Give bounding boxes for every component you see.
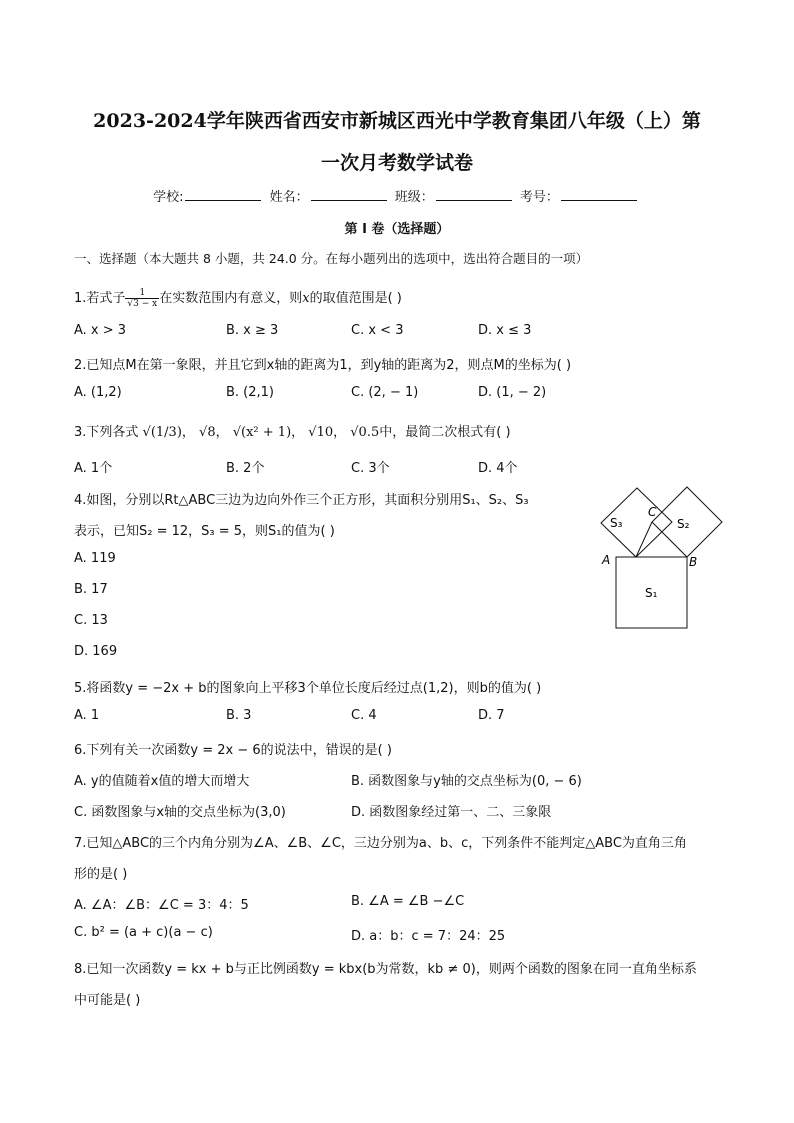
exam-title-line1: 2023-2024学年陕西省西安市新城区西光中学教育集团八年级（上）第 — [93, 110, 701, 132]
q4-option-b[interactable]: B. 17 — [74, 582, 108, 597]
question-5: 5.将函数y = −2x + b的图象向上平移3个单位长度后经过点(1,2)，则b的值为( ) — [74, 681, 542, 696]
q3-radical-1: √(1/3) — [142, 425, 182, 440]
q2-option-c[interactable]: C. (2, − 1) — [351, 385, 419, 400]
q3-option-c[interactable]: C. 3个 — [351, 461, 390, 476]
q7-option-b[interactable]: B. ∠A = ∠B −∠C — [351, 894, 465, 909]
question-6: 6.下列有关一次函数y = 2x − 6的说法中，错误的是( ) — [74, 743, 392, 758]
q3-radical-4: √10 — [308, 425, 334, 440]
q4-option-d[interactable]: D. 169 — [74, 644, 118, 659]
q3-text-pre: 3.下列各式 — [74, 425, 139, 440]
q6-option-d[interactable]: D. 函数图象经过第一、二、三象限 — [351, 805, 552, 820]
q1-option-a[interactable]: A. x > 3 — [74, 323, 127, 338]
q3-option-d[interactable]: D. 4个 — [478, 461, 518, 476]
q3-option-a[interactable]: A. 1个 — [74, 461, 113, 476]
question-4-line1: 4.如图，分别以Rt△ABC三边为边向外作三个正方形，其面积分别用S₁、S₂、S₃ — [74, 493, 529, 508]
class-label: 班级： — [394, 190, 434, 205]
label-s1: S₁ — [645, 586, 658, 600]
q5-option-c[interactable]: C. 4 — [351, 708, 377, 723]
exam-title-line2: 一次月考数学试卷 — [320, 152, 473, 174]
q7-option-a[interactable]: A. ∠A：∠B：∠C = 3：4：5 — [74, 898, 249, 913]
q3-radical-3: √(x² + 1) — [232, 425, 292, 440]
question-4-line2: 表示，已知S₂ = 12，S₃ = 5，则S₁的值为( ) — [74, 524, 335, 539]
class-field[interactable] — [436, 188, 512, 201]
question-7-line1: 7.已知△ABC的三个内角分别为∠A、∠B、∠C，三边分别为a、b、c，下列条件不能判定△ABC为直角三角 — [74, 836, 687, 851]
question-2: 2.已知点M在第一象限，并且它到x轴的距离为1，到y轴的距离为2，则点M的坐标为( ) — [74, 358, 572, 373]
school-label: 学校: — [153, 190, 184, 205]
question-7-line2: 形的是( ) — [74, 867, 128, 882]
q2-option-a[interactable]: A. (1,2) — [74, 385, 122, 400]
label-s2: S₂ — [677, 517, 690, 531]
label-c: C — [648, 505, 657, 519]
q1-text-post: 在实数范围内有意义，则 — [159, 291, 303, 306]
q6-option-b[interactable]: B. 函数图象与y轴的交点坐标为(0, − 6) — [351, 774, 582, 789]
q6-option-c[interactable]: C. 函数图象与x轴的交点坐标为(3,0) — [74, 805, 286, 820]
q2-option-b[interactable]: B. (2,1) — [226, 385, 275, 400]
q5-option-b[interactable]: B. 3 — [226, 708, 252, 723]
triangle-side-ac — [636, 522, 652, 557]
q6-option-a[interactable]: A. y的值随着x值的增大而增大 — [74, 774, 250, 789]
q1-fraction — [125, 288, 159, 309]
q2-option-d[interactable]: D. (1, − 2) — [478, 385, 547, 400]
q3-text-post: 中，最简二次根式有( ) — [379, 425, 511, 440]
q1-text-post2: 的取值范围是( ) — [309, 291, 402, 306]
label-b: B — [689, 555, 698, 569]
q7-option-c[interactable]: C. b² = (a + c)(a − c) — [74, 925, 213, 940]
squares-figure — [590, 482, 730, 634]
school-field[interactable] — [185, 188, 261, 201]
q1-option-b[interactable]: B. x ≥ 3 — [226, 323, 279, 338]
question-8-line2: 中可能是( ) — [74, 993, 141, 1008]
part-title: 第 I 卷（选择题） — [344, 222, 450, 237]
q4-option-a[interactable]: A. 119 — [74, 551, 116, 566]
q3-option-b[interactable]: B. 2个 — [226, 461, 265, 476]
label-a: A — [602, 553, 611, 567]
q3-radical-5: √0.5 — [350, 425, 380, 440]
q5-option-a[interactable]: A. 1 — [74, 708, 100, 723]
q5-option-d[interactable]: D. 7 — [478, 708, 505, 723]
section-title: 一、选择题（本大题共 8 小题，共 24.0 分。在每小题列出的选项中，选出符合题目的一项） — [74, 251, 589, 266]
label-s3: S₃ — [610, 516, 623, 530]
exam-no-label: 考号： — [519, 190, 559, 205]
q1-option-d[interactable]: D. x ≤ 3 — [478, 323, 532, 338]
question-3: 3.下列各式 √(1/3)， √8， √(x² + 1)， √10， √0.5中，最简二次根式有( ) — [74, 425, 511, 440]
q1-text-pre: 1.若式子 — [74, 291, 126, 306]
q7-option-d[interactable]: D. a：b：c = 7：24：25 — [351, 929, 506, 944]
q4-option-c[interactable]: C. 13 — [74, 613, 108, 628]
name-field[interactable] — [311, 188, 387, 201]
q1-frac-num: 1 — [139, 288, 146, 298]
name-label: 姓名： — [269, 190, 309, 205]
q1-option-c[interactable]: C. x < 3 — [351, 323, 404, 338]
q1-frac-den: √3 − x — [127, 299, 158, 309]
question-8-line1: 8.已知一次函数y = kx + b与正比例函数y = kbx(b为常数，kb ≠ 0)，则两个函数的图象在同一直角坐标系 — [74, 962, 697, 977]
q3-radical-2: √8 — [199, 425, 216, 440]
student-info-row — [0, 186, 794, 205]
question-1 — [74, 287, 402, 309]
q1-var: x — [302, 291, 310, 306]
exam-no-field[interactable] — [561, 188, 637, 201]
